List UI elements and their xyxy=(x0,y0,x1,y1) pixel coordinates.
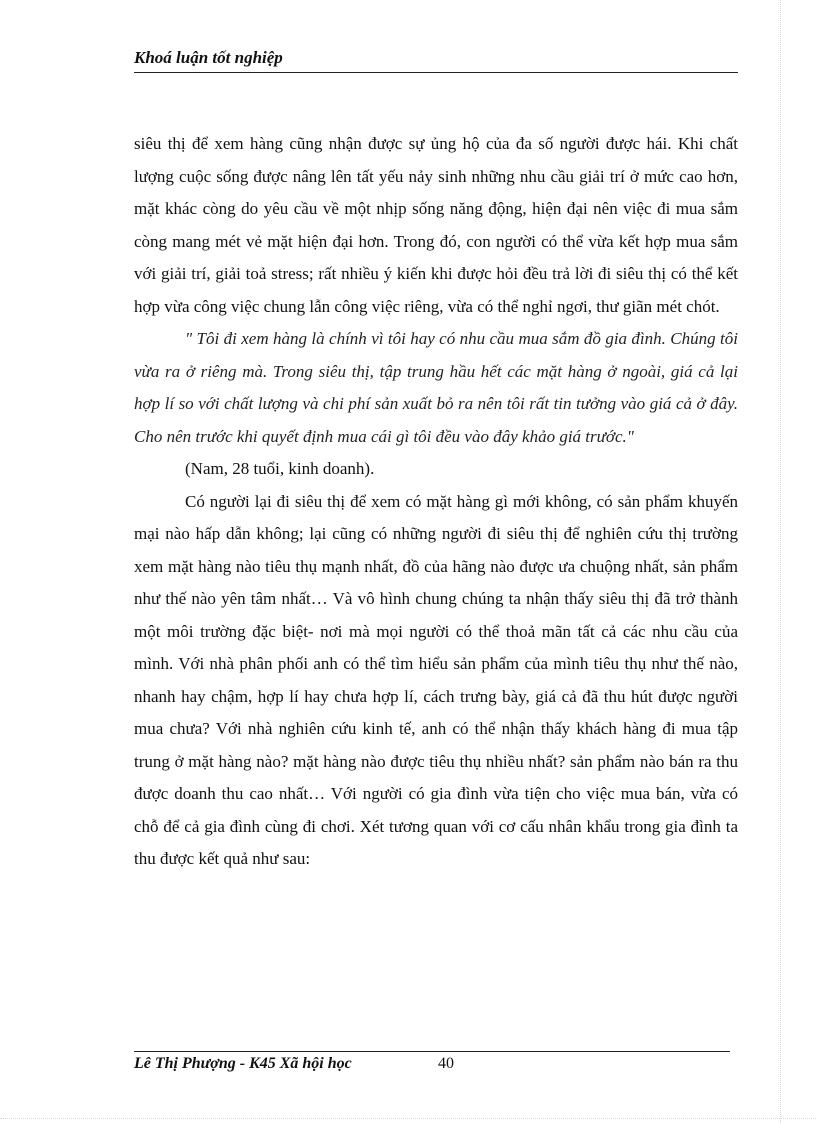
document-body xyxy=(134,128,738,876)
interview-quote: " Tôi đi xem hàng là chính vì tôi hay có nhu cầu mua sắm đồ gia đình. Chúng tôi vừa ra ở riêng mà. Trong siêu thị, tập trung hầu hết các mặt hàng ở ngoài, giá cả lại hợp lí so với chất lượng và chi phí sản xuất bỏ ra nên tôi rất tin tưởng vào giá cả ở đây. Cho nên trước khi quyết định mua cái gì tôi đều vào đây khảo giá trước." xyxy=(134,329,738,446)
page-number: 40 xyxy=(438,1055,454,1072)
page-header-title: Khoá luận tốt nghiệp xyxy=(134,48,283,67)
footer-author: Lê Thị Phượng - K45 Xã hội học xyxy=(134,1055,352,1072)
paragraph: Có người lại đi siêu thị để xem có mặt hàng gì mới không, có sản phẩm khuyến mại nào hấp dẫn không; lại cũng có những người đi siêu thị để nghiên cứu thị trường xem mặt hàng nào tiêu thụ mạnh nhất, đồ của hãng nào được ưa chuộng nhất, sản phẩm như thế nào yên tâm nhất… Và vô hình chung chúng ta nhận thấy siêu thị đã trở thành một môi trường đặc biệt- nơi mà mọi người có thể thoả mãn tất cả các nhu cầu của mình. Với nhà phân phối anh có thể tìm hiểu sản phẩm của mình tiêu thụ như thế nào, nhanh hay chậm, hợp lí hay chưa hợp lí, cách trưng bày, giá cả đã thu hút được người mua chưa? Với nhà nghiên cứu kinh tế, anh có thể nhận thấy khách hàng đi mua tập trung ở mặt hàng nào? mặt hàng nào được tiêu thụ nhiều nhất? sản phẩm nào bán ra thu được doanh thu cao nhất… Với người có gia đình vừa tiện cho việc mua bán, vừa có chỗ để cả gia đình cùng đi chơi. Xét tương quan với cơ cấu nhân khẩu trong gia đình ta thu được kết quả như sau: xyxy=(134,491,738,868)
page-edge-right xyxy=(780,0,781,1123)
page-edge-bottom xyxy=(0,1118,816,1119)
header-divider xyxy=(134,72,738,73)
footer-divider xyxy=(134,1051,730,1052)
quote-attribution: (Nam, 28 tuổi, kinh doanh). xyxy=(185,459,375,478)
paragraph: siêu thị để xem hàng cũng nhận được sự ủng hộ của đa số người được hái. Khi chất lượng cuộc sống được nâng lên tất yếu nảy sinh những nhu cầu giải trí ở mức cao hơn, mặt khác còng do yêu cầu về một nhịp sống năng động, hiện đại nên việc đi mua sắm còng mang mét vẻ mặt hiện đại hơn. Trong đó, con người có thể vừa kết hợp mua sắm với giải trí, giải toả stress; rất nhiều ý kiến khi được hỏi đều trả lời đi siêu thị có thể kết hợp vừa công việc chung lẫn công việc riêng, vừa có thể nghỉ ngơi, thư giãn mét chót. xyxy=(134,134,738,316)
